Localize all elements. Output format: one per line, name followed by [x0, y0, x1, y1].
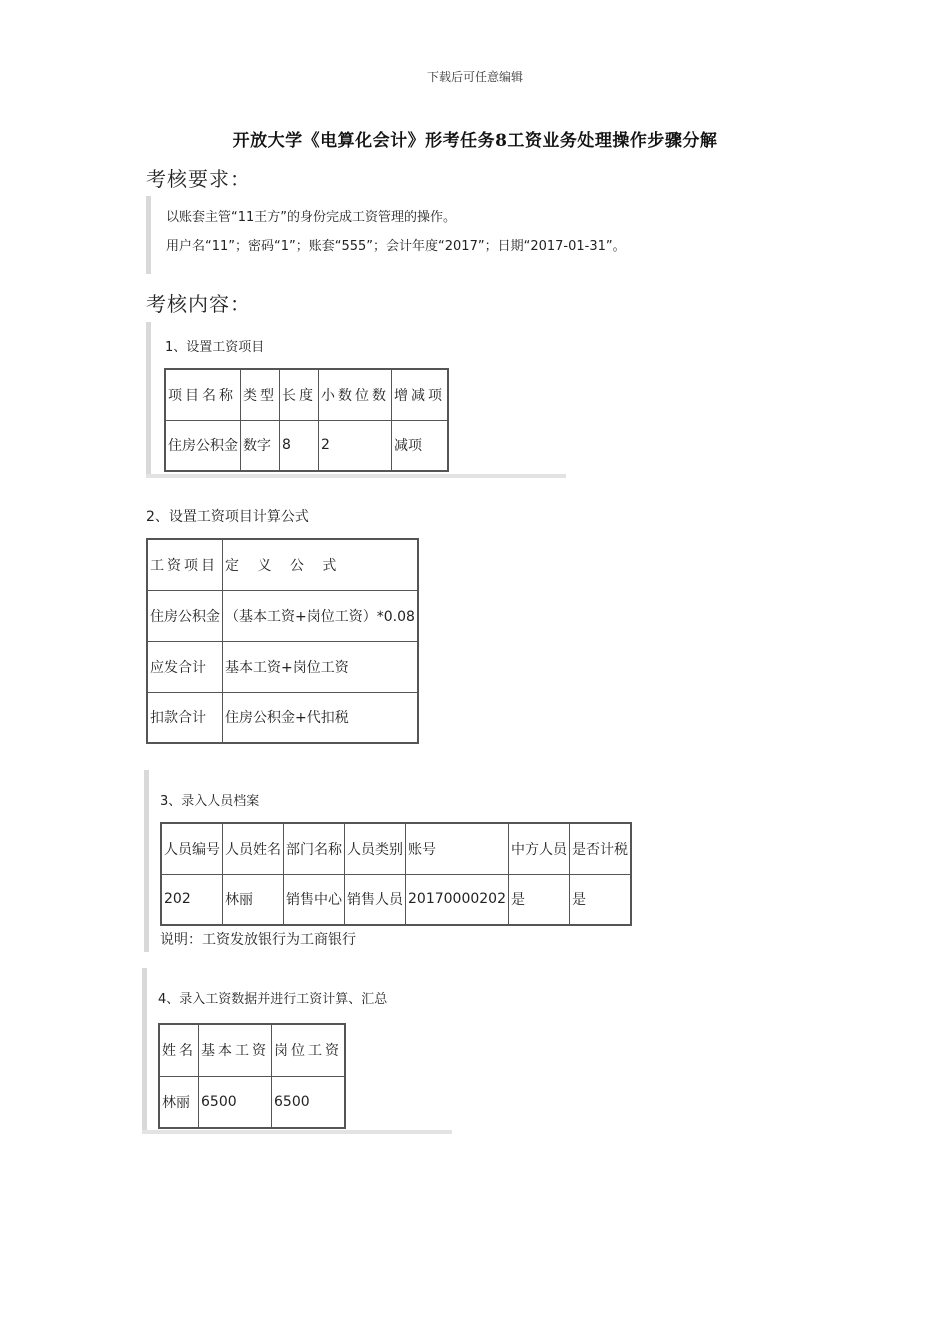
table-row: [147, 590, 418, 641]
header-cell: 增减项: [392, 369, 449, 420]
header-cell: 工资项目: [147, 539, 223, 590]
header-cell: 人员姓名: [223, 823, 284, 874]
table-cell: 8: [280, 420, 319, 471]
table-cell: 林丽: [159, 1076, 199, 1128]
table-cell: 数字: [241, 420, 280, 471]
screenshot-edge: [144, 770, 149, 952]
step3-screenshot: [144, 770, 634, 952]
step1-screenshot: [146, 322, 566, 478]
header-cell: 账号: [406, 823, 509, 874]
formula-table: [146, 538, 419, 744]
table-cell: 住房公积金+代扣税: [223, 692, 419, 743]
content-heading: 考核内容：: [146, 292, 251, 316]
table-cell: 是: [569, 874, 631, 925]
header-cell: 项目名称: [165, 369, 241, 420]
header-cell: 小数位数: [319, 369, 392, 420]
screenshot-edge: [142, 968, 147, 1134]
requirements-line-1: 以账套主管“11王方”的身份完成工资管理的操作。: [166, 210, 457, 225]
header-cell: 人员编号: [161, 823, 223, 874]
header-cell: 定 义 公 式: [223, 539, 419, 590]
salary-item-table: [164, 368, 449, 472]
table-header-row: [147, 539, 418, 590]
table-row: [159, 1076, 345, 1128]
header-cell: 岗位工资: [272, 1024, 346, 1076]
table-cell: 20170000202: [406, 874, 509, 925]
step1-title: 1、设置工资项目: [165, 340, 265, 355]
table-header-row: [159, 1024, 345, 1076]
salary-data-table: [158, 1023, 346, 1129]
requirements-screenshot: [146, 196, 766, 274]
table-cell: 2: [319, 420, 392, 471]
table-cell: 减项: [392, 420, 449, 471]
document-title: 开放大学《电算化会计》形考任务8工资业务处理操作步骤分解: [232, 131, 718, 151]
header-cell: 姓名: [159, 1024, 199, 1076]
table-header-row: [161, 823, 631, 874]
table-cell: 林丽: [223, 874, 284, 925]
step3-title: 3、录入人员档案: [160, 794, 260, 809]
table-cell: 住房公积金: [147, 590, 223, 641]
requirements-line-2: 用户名“11”；密码“1”；账套“555”；会计年度“2017”；日期“2017-01-31”。: [166, 239, 626, 254]
table-cell: （基本工资+岗位工资）*0.08: [223, 590, 419, 641]
header-cell: 是否计税: [569, 823, 631, 874]
header-cell: 基本工资: [199, 1024, 272, 1076]
table-cell: 6500: [272, 1076, 346, 1128]
table-cell: 6500: [199, 1076, 272, 1128]
table-cell: 是: [508, 874, 569, 925]
screenshot-edge: [146, 322, 151, 478]
screenshot-edge: [146, 474, 566, 478]
screenshot-edge: [142, 1130, 452, 1134]
table-row: [147, 641, 418, 692]
header-cell: 长度: [280, 369, 319, 420]
table-cell: 扣款合计: [147, 692, 223, 743]
table-row: [147, 692, 418, 743]
header-cell: 部门名称: [284, 823, 345, 874]
step4-title: 4、录入工资数据并进行工资计算、汇总: [158, 992, 388, 1007]
table-header-row: [165, 369, 448, 420]
step3-note: 说明：工资发放银行为工商银行: [160, 932, 356, 948]
table-row: [161, 874, 631, 925]
table-cell: 202: [161, 874, 223, 925]
table-cell: 应发合计: [147, 641, 223, 692]
screenshot-edge: [146, 196, 151, 274]
requirements-heading: 考核要求：: [146, 167, 251, 191]
table-cell: 销售人员: [345, 874, 406, 925]
table-cell: 住房公积金: [165, 420, 241, 471]
table-cell: 基本工资+岗位工资: [223, 641, 419, 692]
employee-file-table: [160, 822, 632, 926]
header-cell: 类型: [241, 369, 280, 420]
step2-title: 2、设置工资项目计算公式: [146, 509, 309, 525]
header-cell: 中方人员: [508, 823, 569, 874]
table-row: [165, 420, 448, 471]
header-note: 下载后可任意编辑: [426, 70, 523, 84]
header-cell: 人员类别: [345, 823, 406, 874]
step4-screenshot: [142, 968, 452, 1134]
table-cell: 销售中心: [284, 874, 345, 925]
